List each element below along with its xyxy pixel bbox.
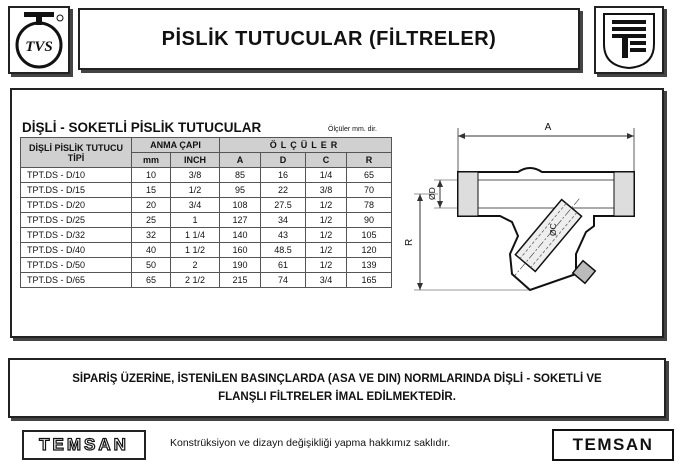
table-row [21, 213, 392, 228]
table-row [21, 228, 392, 243]
header-nominal-size: ANMA ÇAPI [132, 138, 220, 153]
section-title: DİŞLİ - SOKETLİ PİSLİK TUTUCULAR [22, 120, 262, 135]
cell-a: 108 [220, 198, 261, 213]
order-note-line2: FLANŞLI FİLTRELER İMAL EDİLMEKTEDİR. [218, 391, 456, 403]
product-panel [10, 88, 664, 338]
cell-mm: 50 [132, 258, 171, 273]
order-note [8, 358, 666, 418]
cell-r: 70 [347, 183, 392, 198]
header-r: R [347, 153, 392, 168]
cell-mm: 15 [132, 183, 171, 198]
dimensions-table [20, 137, 392, 288]
strainer-technical-drawing [390, 104, 652, 304]
cell-inch: 1 [171, 213, 220, 228]
cell-a: 95 [220, 183, 261, 198]
cell-mm: 20 [132, 198, 171, 213]
cell-model: TPT.DS - D/20 [21, 198, 132, 213]
cell-a: 160 [220, 243, 261, 258]
table-row [21, 198, 392, 213]
footer-brand-left [22, 430, 146, 460]
cell-r: 105 [347, 228, 392, 243]
cell-d: 61 [261, 258, 306, 273]
cell-c: 1/2 [306, 228, 347, 243]
cell-inch: 3/8 [171, 168, 220, 183]
footer-notice: Konstrüksiyon ve dizayn değişikliği yapma hakkımız saklıdır. [170, 437, 451, 449]
cell-inch: 1 1/2 [171, 243, 220, 258]
page-title: PİSLİK TUTUCULAR (FİLTRELER) [161, 27, 497, 50]
footer-brand-right [552, 429, 674, 461]
cell-inch: 2 1/2 [171, 273, 220, 288]
cell-a: 85 [220, 168, 261, 183]
table-row [21, 183, 392, 198]
label-r: R [404, 238, 415, 246]
cell-c: 3/8 [306, 183, 347, 198]
cell-mm: 32 [132, 228, 171, 243]
cell-model: TPT.DS - D/10 [21, 168, 132, 183]
header-title-box [78, 8, 580, 70]
cell-model: TPT.DS - D/32 [21, 228, 132, 243]
cell-a: 190 [220, 258, 261, 273]
cell-r: 120 [347, 243, 392, 258]
tvs-logo-text: TVS [25, 39, 53, 55]
tvs-logo-mark [10, 8, 68, 72]
header-dimensions: ÖLÇÜLER [220, 138, 392, 153]
cell-c: 1/2 [306, 258, 347, 273]
cell-d: 74 [261, 273, 306, 288]
header-type: DİŞLİ PİSLİK TUTUCU TİPİ [21, 138, 132, 168]
cell-c: 1/2 [306, 243, 347, 258]
cell-d: 48.5 [261, 243, 306, 258]
cell-r: 139 [347, 258, 392, 273]
units-note: Ölçüler mm. dir. [328, 126, 378, 133]
header-inch: INCH [171, 153, 220, 168]
cell-inch: 1 1/4 [171, 228, 220, 243]
footer-brand-right-text: TEMSAN [572, 435, 654, 454]
cell-a: 140 [220, 228, 261, 243]
footer-brand-left-text: TEMSAN [39, 435, 129, 454]
cell-a: 127 [220, 213, 261, 228]
tvs-logo [8, 6, 70, 74]
cell-c: 1/4 [306, 168, 347, 183]
order-note-line1: SİPARİŞ ÜZERİNE, İSTENİLEN BASINÇLARDA (ASA VE DIN) NORMLARINDA DİŞLİ - SOKETLİ VE [72, 373, 602, 385]
label-c: ØC [548, 223, 558, 236]
cell-model: TPT.DS - D/65 [21, 273, 132, 288]
temsan-emblem-mark [596, 8, 662, 72]
label-d: ØD [427, 187, 437, 200]
cell-r: 78 [347, 198, 392, 213]
header-d: D [261, 153, 306, 168]
label-a: A [544, 122, 552, 133]
header-c: C [306, 153, 347, 168]
cell-d: 16 [261, 168, 306, 183]
cell-model: TPT.DS - D/40 [21, 243, 132, 258]
table-row [21, 168, 392, 183]
header-a: A [220, 153, 261, 168]
cell-r: 65 [347, 168, 392, 183]
header-mm: mm [132, 153, 171, 168]
cell-r: 90 [347, 213, 392, 228]
cell-model: TPT.DS - D/25 [21, 213, 132, 228]
table-row [21, 243, 392, 258]
table-row [21, 258, 392, 273]
cell-d: 22 [261, 183, 306, 198]
cell-inch: 1/2 [171, 183, 220, 198]
cell-model: TPT.DS - D/50 [21, 258, 132, 273]
cell-r: 165 [347, 273, 392, 288]
cell-d: 34 [261, 213, 306, 228]
cell-c: 1/2 [306, 198, 347, 213]
cell-c: 3/4 [306, 273, 347, 288]
cell-inch: 2 [171, 258, 220, 273]
cell-model: TPT.DS - D/15 [21, 183, 132, 198]
cell-mm: 65 [132, 273, 171, 288]
cell-mm: 10 [132, 168, 171, 183]
cell-a: 215 [220, 273, 261, 288]
cell-d: 27.5 [261, 198, 306, 213]
cell-d: 43 [261, 228, 306, 243]
temsan-emblem [594, 6, 664, 74]
cell-inch: 3/4 [171, 198, 220, 213]
cell-c: 1/2 [306, 213, 347, 228]
table-row [21, 273, 392, 288]
cell-mm: 25 [132, 213, 171, 228]
cell-mm: 40 [132, 243, 171, 258]
